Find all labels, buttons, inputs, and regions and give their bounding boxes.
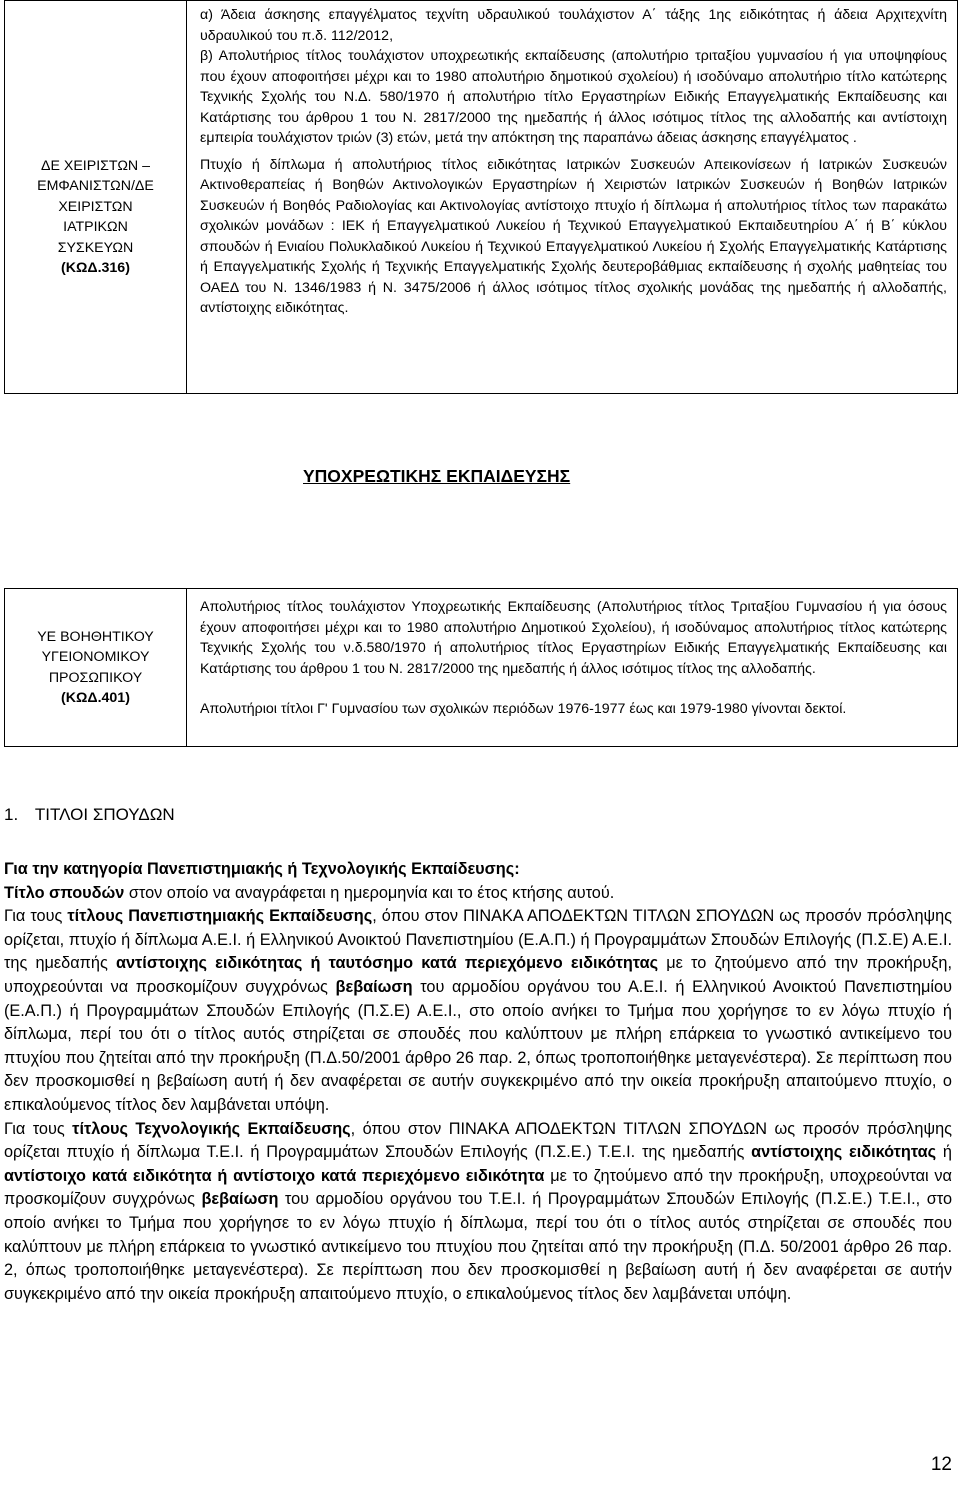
main-body: [4, 858, 952, 1306]
text-run: με το ζητούμενο από την προκήρυξη, υποχρεούνται να προσκομίζουν συγχρόνως: [4, 954, 952, 996]
text-run: , όπου στον ΠΙΝΑΚΑ ΑΠΟΔΕΚΤΩΝ ΤΙΤΛΩΝ ΣΠΟΥΔΩΝ ως προσόν πρόσληψης ορίζεται, πτυχίο ή δίπλωμα Α.Ε.Ι. ή Ελληνικού Ανοικτού Πανεπιστημίου (Ε.Α.Π.) ή Προγραμμάτων Σπουδών Επιλογής (Π.Σ.Ε) Α.Ε.Ι. της ημεδαπής: [4, 907, 953, 973]
bold-phrase: τίτλους Τεχνολογικής Εκπαίδευσης: [72, 1119, 351, 1138]
specialty-line: ΥΓΕΙΟΝΟΜΙΚΟΥ: [41, 649, 150, 665]
bold-phrase: Τίτλο σπουδών: [4, 883, 125, 902]
bold-phrase: αντίστοιχης ειδικότητας: [751, 1143, 937, 1162]
requirements-cell-316: [187, 1, 958, 394]
specialty-line: ΧΕΙΡΙΣΤΩΝ: [58, 198, 133, 215]
specialty-cell-401: [5, 589, 187, 747]
section-heading: [4, 805, 175, 825]
paragraph-university: [4, 905, 952, 1117]
bold-phrase: αντίστοιχο κατά ειδικότητα ή αντίστοιχο κατά περιεχόμενο ειδικότητα: [4, 1166, 545, 1185]
requirement-b: β) Απολυτήριος τίτλος τουλάχιστον υποχρεωτικής εκπαίδευσης (απολυτήριο τριταξίου γυμνασίου ή για υποψηφίους που έχουν αποφοιτήσει μέχρι και το 1980 απολυτήριο δημοτικού σχολείου) ή ισοδύναμο απολυτήριο τίτλο κατώτερης Τεχνικής Σχολής του Ν.Δ. 580/1970 ή απολυτήριο τίτλο Εργαστηρίων Ειδικής Επαγγελματικής Εκπαίδευσης και Κατάρτισης του άρθρου 1 του Ν. 2817/2000 της ημεδαπής ή άλλος ισότιμος τίτλος της αλλοδαπής και αντίστοιχη εμπειρία τουλάχιστον τριών (3) ετών, μετά την απόκτηση της παραπάνω άδειας άσκησης επαγγέλματος .: [200, 48, 947, 146]
text-run: Για τους: [4, 1119, 73, 1138]
bold-phrase: αντίστοιχης ειδικότητας ή ταυτόσημο κατά περιεχόμενο ειδικότητας: [115, 954, 659, 973]
paragraph-technological: [4, 1118, 952, 1307]
bold-phrase: βεβαίωση: [201, 1190, 279, 1209]
specialty-code: (ΚΩΔ.316): [61, 260, 130, 276]
specialty-line: ΣΥΣΚΕΥΩΝ: [57, 239, 134, 256]
bold-phrase: βεβαίωση: [335, 977, 413, 996]
requirement-a: α) Άδεια άσκησης επαγγέλματος τεχνίτη υδραυλικού τουλάχιστον Α΄ τάξης 1ης ειδικότητας ή άδεια Αρχιτεχνίτη υδραυλικού του π.δ. 112/2012,: [200, 7, 947, 44]
text-run: με το ζητούμενο από την προκήρυξη, υποχρεούνται να προσκομίζουν συγχρόνως: [4, 1166, 952, 1209]
requirements-cell-401: [187, 589, 958, 747]
text-run: στον οποίο να αναγράφεται η ημερομηνία και το έτος κτήσης αυτού.: [124, 883, 615, 902]
specialty-line: ΙΑΤΡΙΚΩΝ: [63, 219, 128, 235]
requirement-note: Απολυτήριοι τίτλοι Γ' Γυμνασίου των σχολικών περιόδων 1976-1977 έως και 1979-1980 γίνονται δεκτοί.: [200, 701, 847, 717]
paragraph-title-of-studies: [4, 882, 952, 906]
text-run: Για τους: [4, 907, 68, 926]
text-run: , όπου στον ΠΙΝΑΚΑ ΑΠΟΔΕΚΤΩΝ ΤΙΤΛΩΝ ΣΠΟΥΔΩΝ ως προσόν πρόσληψης ορίζεται πτυχίο ή δίπλωμα Τ.Ε.Ι. ή Προγραμμάτων Σπουδών Επιλογής (Π.Σ.Ε.) Τ.Ε.Ι. της ημεδαπής: [4, 1119, 952, 1162]
bold-phrase: τίτλους Πανεπιστημιακής Εκπαίδευσης: [67, 907, 373, 926]
requirement-diploma: Πτυχίο ή δίπλωμα ή απολυτήριος τίτλος ειδικότητας Ιατρικών Συσκευών Απεικονίσεων ή Ιατρικών Συσκευών Ακτινοθεραπείας ή Βοηθών Ακτινολογικών Εργαστηρίων ή Χειριστών Ιατρικών Συσκευών ή Βοηθών Ιατρικών Συσκευών ή Βοηθός Ραδιολογίας και Ακτινολογίας αντίστοιχο πτυχίο ή δίπλωμα ή απολυτήριος τίτλος των παρακάτω σχολικών μονάδων : ΙΕΚ ή Επαγγελματικού Λυκείου ή Τεχνικού Επαγγελματικού Εκπαιδευτηρίου Α΄ ή Β΄ κύκλου σπουδών ή Ενιαίου Πολυκλαδικού Λυκείου ή Τεχνικού Επαγγελματικού Λυκείου ή Σχολής Επαγγελματικής Κατάρτισης ή Επαγγελματικής Σχολής ή Τεχνικής Επαγγελματικής Σχολής δευτεροβάθμιας εκπαίδευσης ή σχολής μαθητείας του ΟΑΕΔ του Ν. 1346/1983 ή Ν. 3475/2006 ή άλλος ισότιμος τίτλος σχολικής μονάδας της ημεδαπής ή αλλοδαπής, αντίστοιχης ειδικότητας.: [200, 156, 947, 316]
page-number: 12: [930, 1454, 952, 1475]
text-run: του αρμοδίου οργάνου του Τ.Ε.Ι. ή Προγραμμάτων Σπουδών Επιλογής (Π.Σ.Ε.) Τ.Ε.Ι., στο οποίο ανήκει το Τμήμα που χορήγησε το εν λόγω πτυχίο ή δίπλωμα, περί του ότι ο τίτλος αυτός στηρίζεται σε σπουδές που καλύπτουν με πλήρη επάρκεια το γνωστικό αντικείμενο του πτυχίου που ζητείται από την προκήρυξη (Π.Δ. 50/2001 άρθρο 26 παρ. 2, όπως τροποποιήθηκε μεταγενέστερα). Σε περίπτωση που δεν προσκομισθεί η βεβαίωση αυτή ή δεν αναφέρεται σε αυτήν συγκεκριμένο από την οικεία προκήρυξη απαιτούμενο πτυχίο, ο επικαλούμενος τίτλος δεν λαμβάνεται υπόψη.: [4, 1190, 953, 1303]
text-run: του αρμοδίου οργάνου του Α.Ε.Ι. ή Ελληνικού Ανοικτού Πανεπιστημίου (Ε.Α.Π.) ή Προγραμμάτων Σπουδών Επιλογής (Π.Σ.Ε) Α.Ε.Ι., στο οποίο ανήκει το Τμήμα που χορήγησε το εν λόγω πτυχίο ή δίπλωμα, περί του ότι ο τίτλος αυτός στηρίζεται σε σπουδές που καλύπτουν με πλήρη επάρκεια το γνωστικό αντικείμενο του πτυχίου που ζητείται από την προκήρυξη (Π.Δ.50/2001 άρθρο 26 παρ. 2, όπως τροποποιήθηκε μεταγενέστερα). Σε περίπτωση που δεν προσκομισθεί η βεβαίωση αυτή ή δεν αναφέρεται σε αυτήν συγκεκριμένο από την οικεία προκήρυξη απαιτούμενο πτυχίο, ο επικαλούμενος τίτλος δεν λαμβάνεται υπόψη.: [4, 977, 952, 1114]
specialty-line: ΔΕ ΧΕΙΡΙΣΤΩΝ –: [40, 157, 151, 174]
specialty-line: ΥΕ ΒΟΗΘΗΤΙΚΟΥ: [37, 628, 154, 645]
specialty-code: (ΚΩΔ.401): [61, 690, 130, 706]
specialty-line: ΠΡΟΣΩΠΙΚΟΥ: [48, 669, 143, 686]
specialty-line: ΕΜΦΑΝΙΣΤΩΝ/ΔΕ: [37, 178, 154, 194]
qualifications-table-401: [4, 588, 958, 747]
qualifications-table-316: [4, 0, 958, 394]
specialty-cell-316: [5, 1, 187, 394]
section-number: 1.: [4, 805, 19, 824]
text-run: ή: [936, 1143, 952, 1162]
category-heading: Για την κατηγορία Πανεπιστημιακής ή Τεχνολογικής Εκπαίδευσης:: [4, 860, 520, 878]
section-title: ΤΙΤΛΟΙ ΣΠΟΥΔΩΝ: [34, 805, 175, 824]
requirement-text: Απολυτήριος τίτλος τουλάχιστον Υποχρεωτικής Εκπαίδευσης (Απολυτήριος τίτλος Τριταξίου Γυμνασίου ή για όσους έχουν αποφοιτήσει μέχρι και το 1980 απολυτήριο Δημοτικού Σχολείου), ή ισοδύναμος απολυτήριος τίτλος κατώτερης Τεχνικής Σχολής του ν.δ.580/1970 ή απολυτήριος τίτλος Εργαστηρίων Ειδικής Επαγγελματικής Εκπαίδευσης και Κατάρτισης του άρθρου 1 του Ν. 2817/2000 της ημεδαπής ή άλλος ισότιμος τίτλος της αλλοδαπής.: [200, 599, 947, 677]
mandatory-education-heading: ΥΠΟΧΡΕΩΤΙΚΗΣ ΕΚΠΑΙΔΕΥΣΗΣ: [303, 466, 571, 486]
